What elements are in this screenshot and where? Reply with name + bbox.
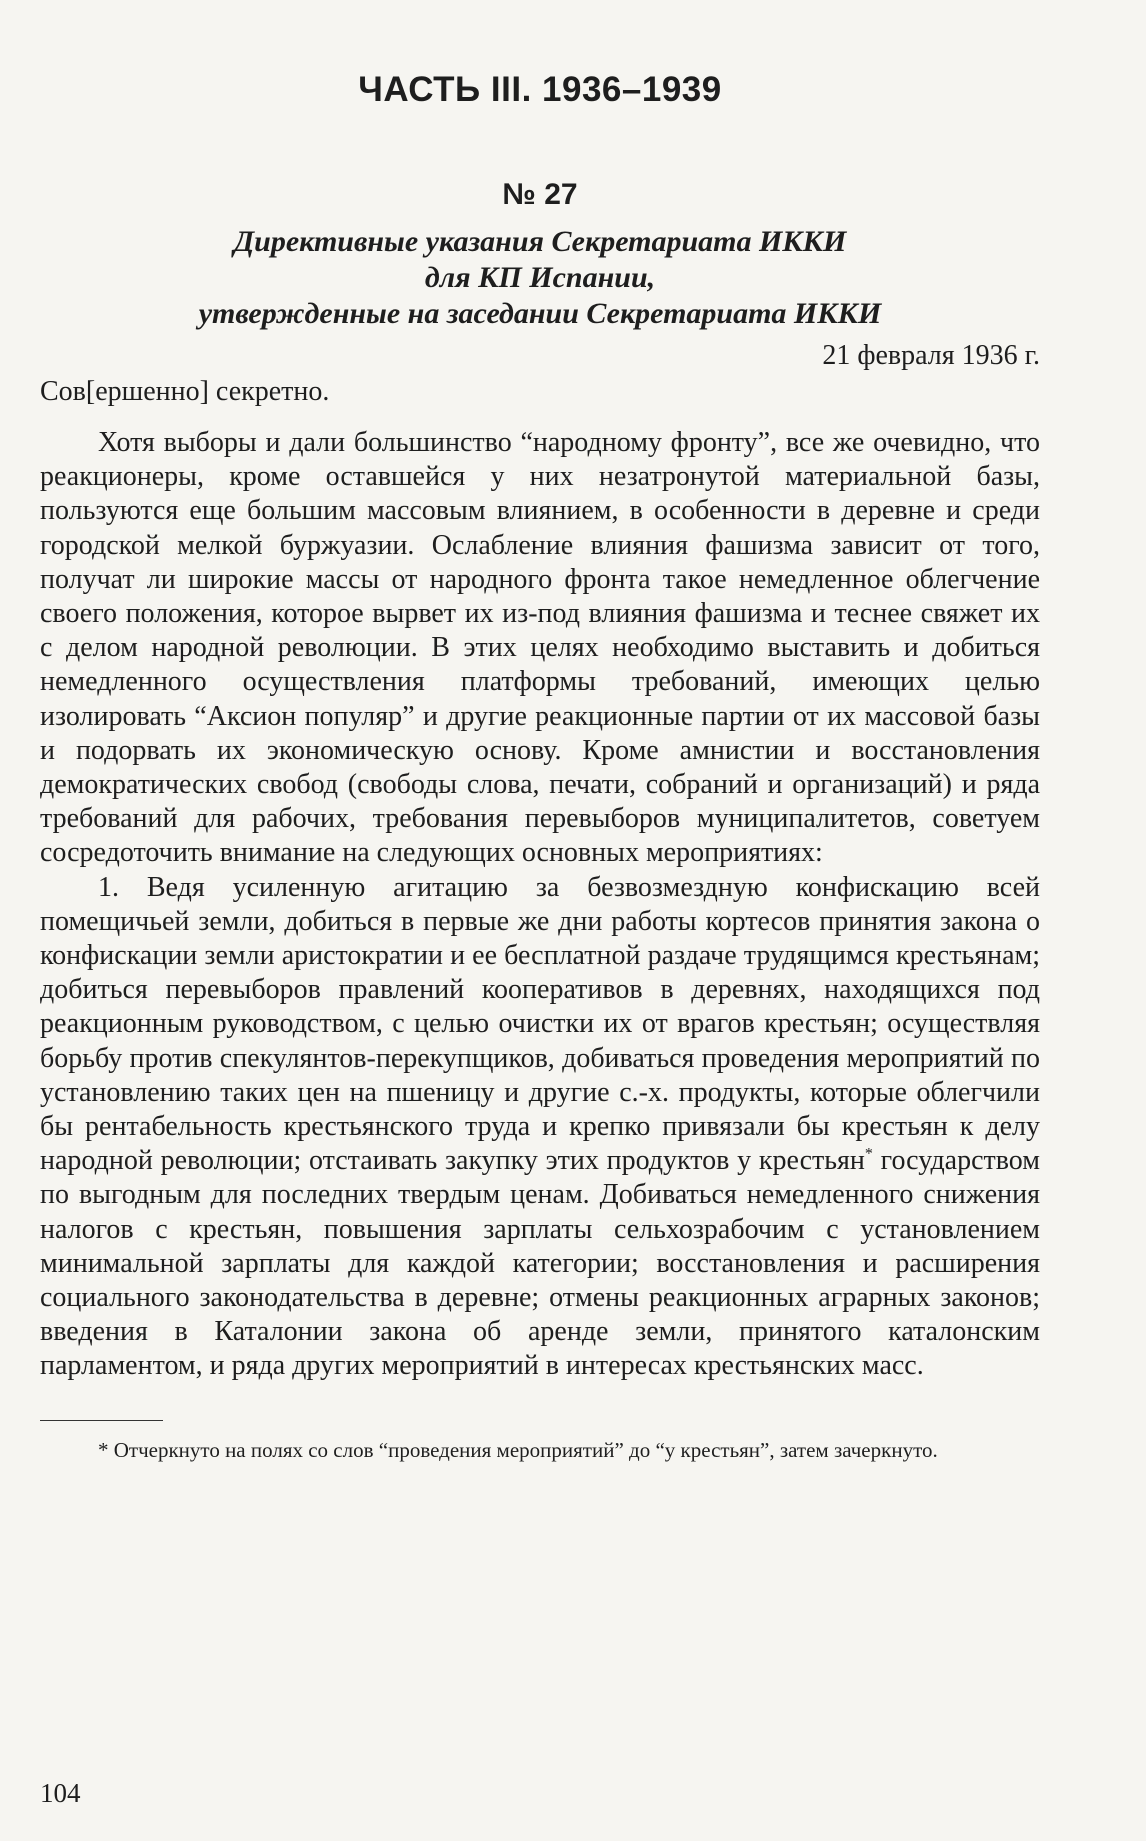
document-page xyxy=(40,70,1040,1463)
body-paragraph-2-part-2: государством по выгодным для последних твердым ценам. Добиваться немедленного снижения налогов с крестьян, повышения зарплаты сельхозрабочим с установлением минимальной зарплаты для каждой категории; восстановления и расширения социального законодательства в деревне; отмены реакционных аграрных законов; введения в Каталонии закона об аренде земли, принятого каталонским парламентом, и ряда других мероприятий в интересах крестьянских масс. xyxy=(40,1145,1040,1382)
document-title-line-3: утвержденные на заседании Секретариата ИККИ xyxy=(198,297,882,330)
classification-label: Сов[ершенно] секретно. xyxy=(40,376,330,407)
document-number: № 27 xyxy=(502,178,578,211)
footnote-reference-marker: * xyxy=(864,1145,873,1163)
footnote-text: Отчеркнуто на полях со слов “проведения мероприятий” до “у крестьян”, затем зачеркнуто. xyxy=(108,1437,938,1462)
document-title xyxy=(40,224,1040,332)
body-paragraph-2 xyxy=(40,871,1040,1384)
footnote-divider xyxy=(40,1420,163,1421)
body-paragraph-2-part-1: 1. Ведя усиленную агитацию за безвозмездную конфискацию всей помещичьей земли, добиться в первые же дни работы кортесов принятия закона о конфискации земли аристократии и ее бесплатной раздаче трудящимся крестьянам; добиться перевыборов правлений кооперативов в деревнях, находящихся под реакционным руководством, с целью очистки их от врагов крестьян; осуществляя борьбу против спекулянтов-перекупщиков, добиваться проведения мероприятий по установлению таких цен на пшеницу и другие с.-х. продукты, которые облегчили бы рентабельность крестьянского труда и крепко привязали бы крестьян к делу народной революции; отстаивать закупку этих продуктов у крестьян xyxy=(40,871,1040,1177)
document-title-line-1: Директивные указания Секретариата ИККИ xyxy=(233,225,847,258)
footnote-marker: * xyxy=(98,1437,109,1462)
document-title-line-2: для КП Испании, xyxy=(424,261,656,294)
part-title: ЧАСТЬ III. 1936–1939 xyxy=(358,70,722,109)
document-date: 21 февраля 1936 г. xyxy=(822,340,1040,371)
page-number: 104 xyxy=(40,1778,81,1808)
footnote xyxy=(40,1437,1040,1463)
body-paragraph-1: Хотя выборы и дали большинство “народному фронту”, все же очевидно, что реакционеры, кроме оставшейся у них незатронутой материальной базы, пользуются еще большим массовым влиянием, в особенности в деревне и среди городской мелкой буржуазии. Ослабление влияния фашизма зависит от того, получат ли широкие массы от народного фронта такое немедленное облегчение своего положения, которое вырвет их из-под влияния фашизма и теснее свяжет их с делом народной революции. В этих целях необходимо выставить и добиться немедленного осуществления платформы требований, имеющих целью изолировать “Аксион популяр” и другие реакционные партии от их массовой базы и подорвать их экономическую основу. Кроме амнистии и восстановления демократических свобод (свободы слова, печати, собраний и организаций) и ряда требований для рабочих, требования перевыборов муниципалитетов, советуем сосредоточить внимание на следующих основных мероприятиях: xyxy=(40,427,1040,869)
